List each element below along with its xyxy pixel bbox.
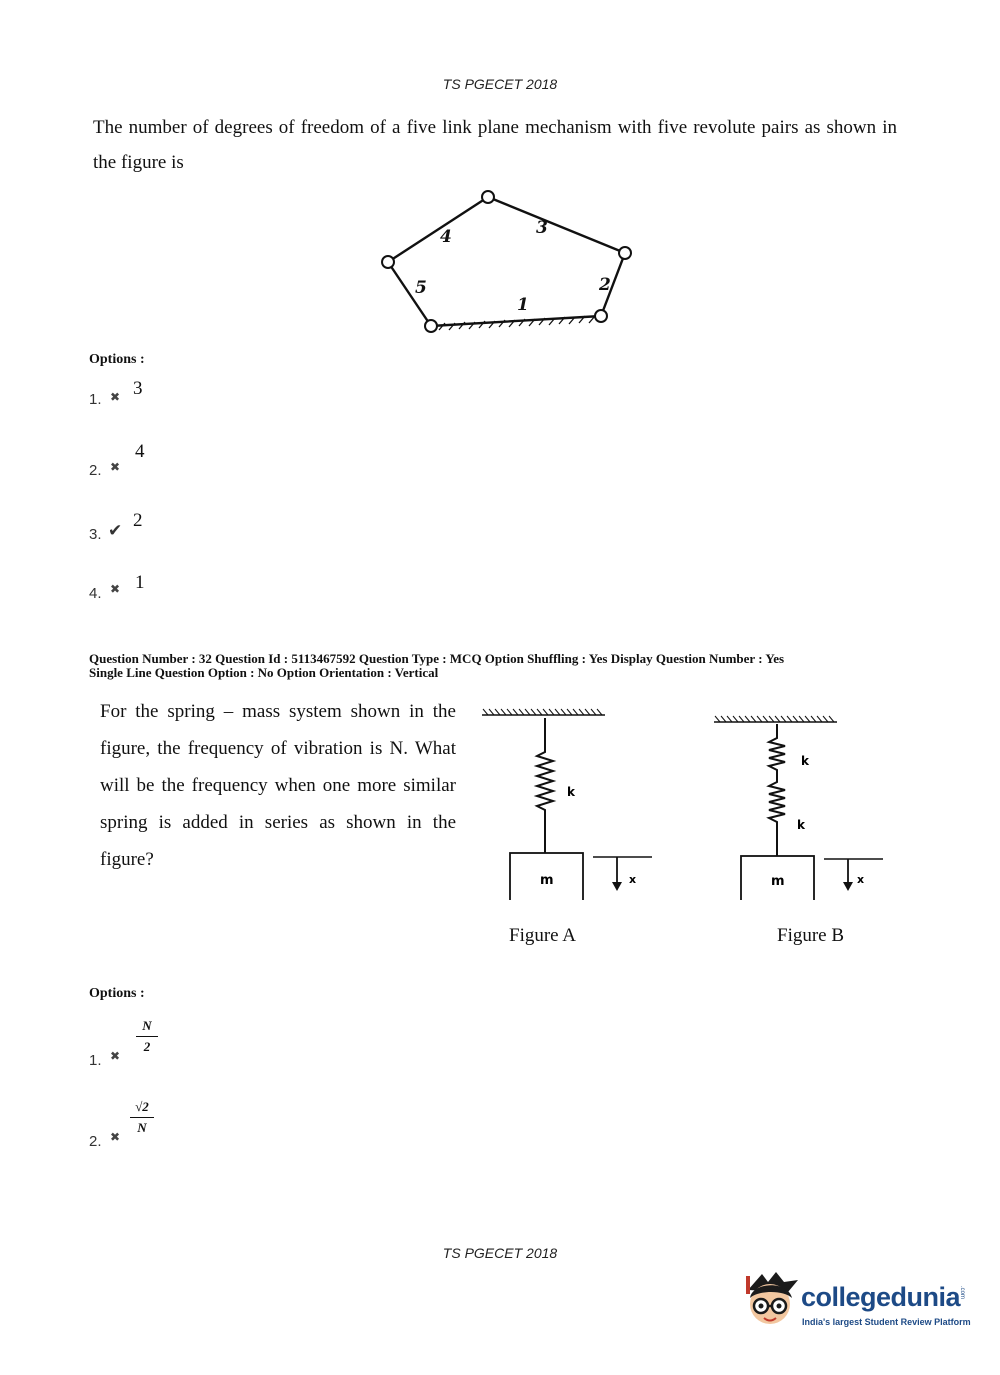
option-value: 2: [133, 510, 143, 531]
mass-label-m: m: [540, 873, 554, 888]
option-number: 1.: [89, 1052, 102, 1069]
collegedunia-logo[interactable]: [740, 1268, 980, 1348]
fraction-denominator: 2: [143, 1039, 151, 1054]
spring-1-label-k: k: [801, 754, 809, 768]
option-number: 1.: [89, 391, 102, 408]
mechanism-links: [388, 197, 625, 326]
figure-a-caption: Figure A: [509, 925, 577, 946]
link-label-3: 3: [536, 218, 548, 238]
spring-mass-figure-b: [707, 700, 897, 900]
cross-icon: ✖: [110, 390, 121, 404]
q31-options-label: Options :: [89, 352, 145, 367]
option-number: 2.: [89, 1133, 102, 1150]
revolute-joints: [382, 191, 631, 332]
cross-icon: ✖: [110, 1049, 121, 1063]
meta-line-1: Question Number : 32 Question Id : 5113467592 Question Type : MCQ Option Shuffling : Yes Display Question Number : Yes: [89, 651, 785, 666]
five-link-mechanism-figure: [375, 180, 645, 340]
cross-icon: ✖: [110, 460, 121, 474]
link-label-4: 4: [440, 227, 452, 247]
spring-2-label-k: k: [797, 818, 805, 832]
page-header: TS PGECET 2018: [442, 76, 558, 92]
page-footer: TS PGECET 2018: [442, 1245, 558, 1261]
link-label-2: 2: [599, 275, 611, 295]
question-32-text: For the spring – mass system shown in the figure, the frequency of vibration is N. What will be the frequency when one more similar spring is added in series as shown in the figure?: [100, 701, 456, 870]
link-label-1: 1: [517, 295, 529, 315]
mascot-icon: [740, 1268, 800, 1340]
logo-suffix: .com: [959, 1286, 965, 1300]
option-value: 1: [135, 572, 145, 593]
q32-options-label: Options :: [89, 986, 145, 1001]
option-number: 2.: [89, 462, 102, 479]
cross-icon: ✖: [110, 1130, 121, 1144]
figure-b-caption: Figure B: [777, 925, 845, 946]
question-31-text: The number of degrees of freedom of a five link plane mechanism with five revolute pairs as shown in the figure is: [93, 117, 897, 173]
meta-line-2: Single Line Question Option : No Option Orientation : Vertical: [89, 665, 439, 680]
link-label-5: 5: [415, 278, 427, 298]
option-number: 3.: [89, 526, 102, 543]
cross-icon: ✖: [110, 582, 121, 596]
option-value: 4: [135, 441, 145, 462]
displacement-label-x: x: [857, 873, 865, 886]
displacement-label-x: x: [629, 873, 637, 886]
option-value: 3: [133, 378, 143, 399]
fraction-root2-over-n: [130, 1099, 154, 1136]
spring-mass-figure-a: [475, 700, 665, 900]
logo-tagline: India's largest Student Review Platform: [802, 1317, 971, 1327]
checkmark-icon: ✔: [108, 521, 123, 541]
fraction-denominator: N: [137, 1120, 147, 1135]
option-number: 4.: [89, 585, 102, 602]
question-32-metadata: [89, 652, 909, 680]
mass-label-m: m: [771, 874, 785, 889]
logo-name: collegedunia: [801, 1282, 961, 1312]
spring-label-k: k: [567, 785, 575, 799]
fraction-numerator: √2: [130, 1099, 154, 1118]
fraction-n-over-2: [136, 1018, 158, 1055]
fraction-numerator: N: [136, 1018, 158, 1037]
